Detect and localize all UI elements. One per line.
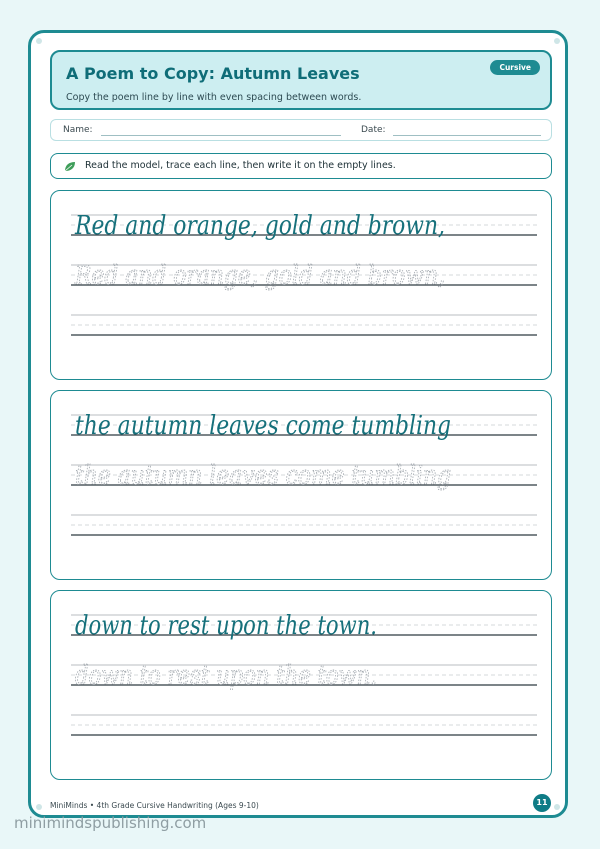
model-line: Red and orange, gold and brown, [74, 211, 446, 241]
name-label: Name: [63, 125, 93, 135]
model-line: the autumn leaves come tumbling [75, 411, 451, 441]
model-line: down to rest upon the town. [75, 611, 377, 641]
corner-dot [554, 38, 560, 44]
date-line[interactable] [393, 135, 541, 136]
instructions-text: Read the model, trace each line, then write it on the empty lines. [85, 160, 396, 171]
date-label: Date: [361, 125, 386, 135]
instructions-card [50, 153, 552, 179]
writing-lines [51, 391, 553, 581]
cursive-badge: Cursive [490, 60, 540, 75]
trace-line: down to rest upon the town. [75, 661, 377, 691]
trace-line: Red and orange, gold and brown, [74, 261, 446, 291]
name-date-row [50, 119, 552, 141]
practice-box-2 [50, 390, 552, 580]
page-subtitle: Copy the poem line by line with even spacing between words. [66, 92, 362, 103]
trace-line: the autumn leaves come tumbling [75, 461, 451, 491]
leaf-icon [64, 161, 76, 172]
writing-lines [51, 591, 553, 781]
page-title: A Poem to Copy: Autumn Leaves [66, 64, 360, 83]
header-card [50, 50, 552, 110]
footer-text: MiniMinds • 4th Grade Cursive Handwriting (Ages 9-10) [50, 801, 259, 810]
practice-box-1 [50, 190, 552, 380]
practice-box-3 [50, 590, 552, 780]
name-line[interactable] [101, 135, 341, 136]
watermark: minimindspublishing.com [14, 814, 207, 832]
page-number: 11 [533, 794, 551, 812]
writing-lines [51, 191, 553, 381]
corner-dot [36, 38, 42, 44]
corner-dot [554, 804, 560, 810]
worksheet-page [28, 30, 568, 818]
corner-dot [36, 804, 42, 810]
